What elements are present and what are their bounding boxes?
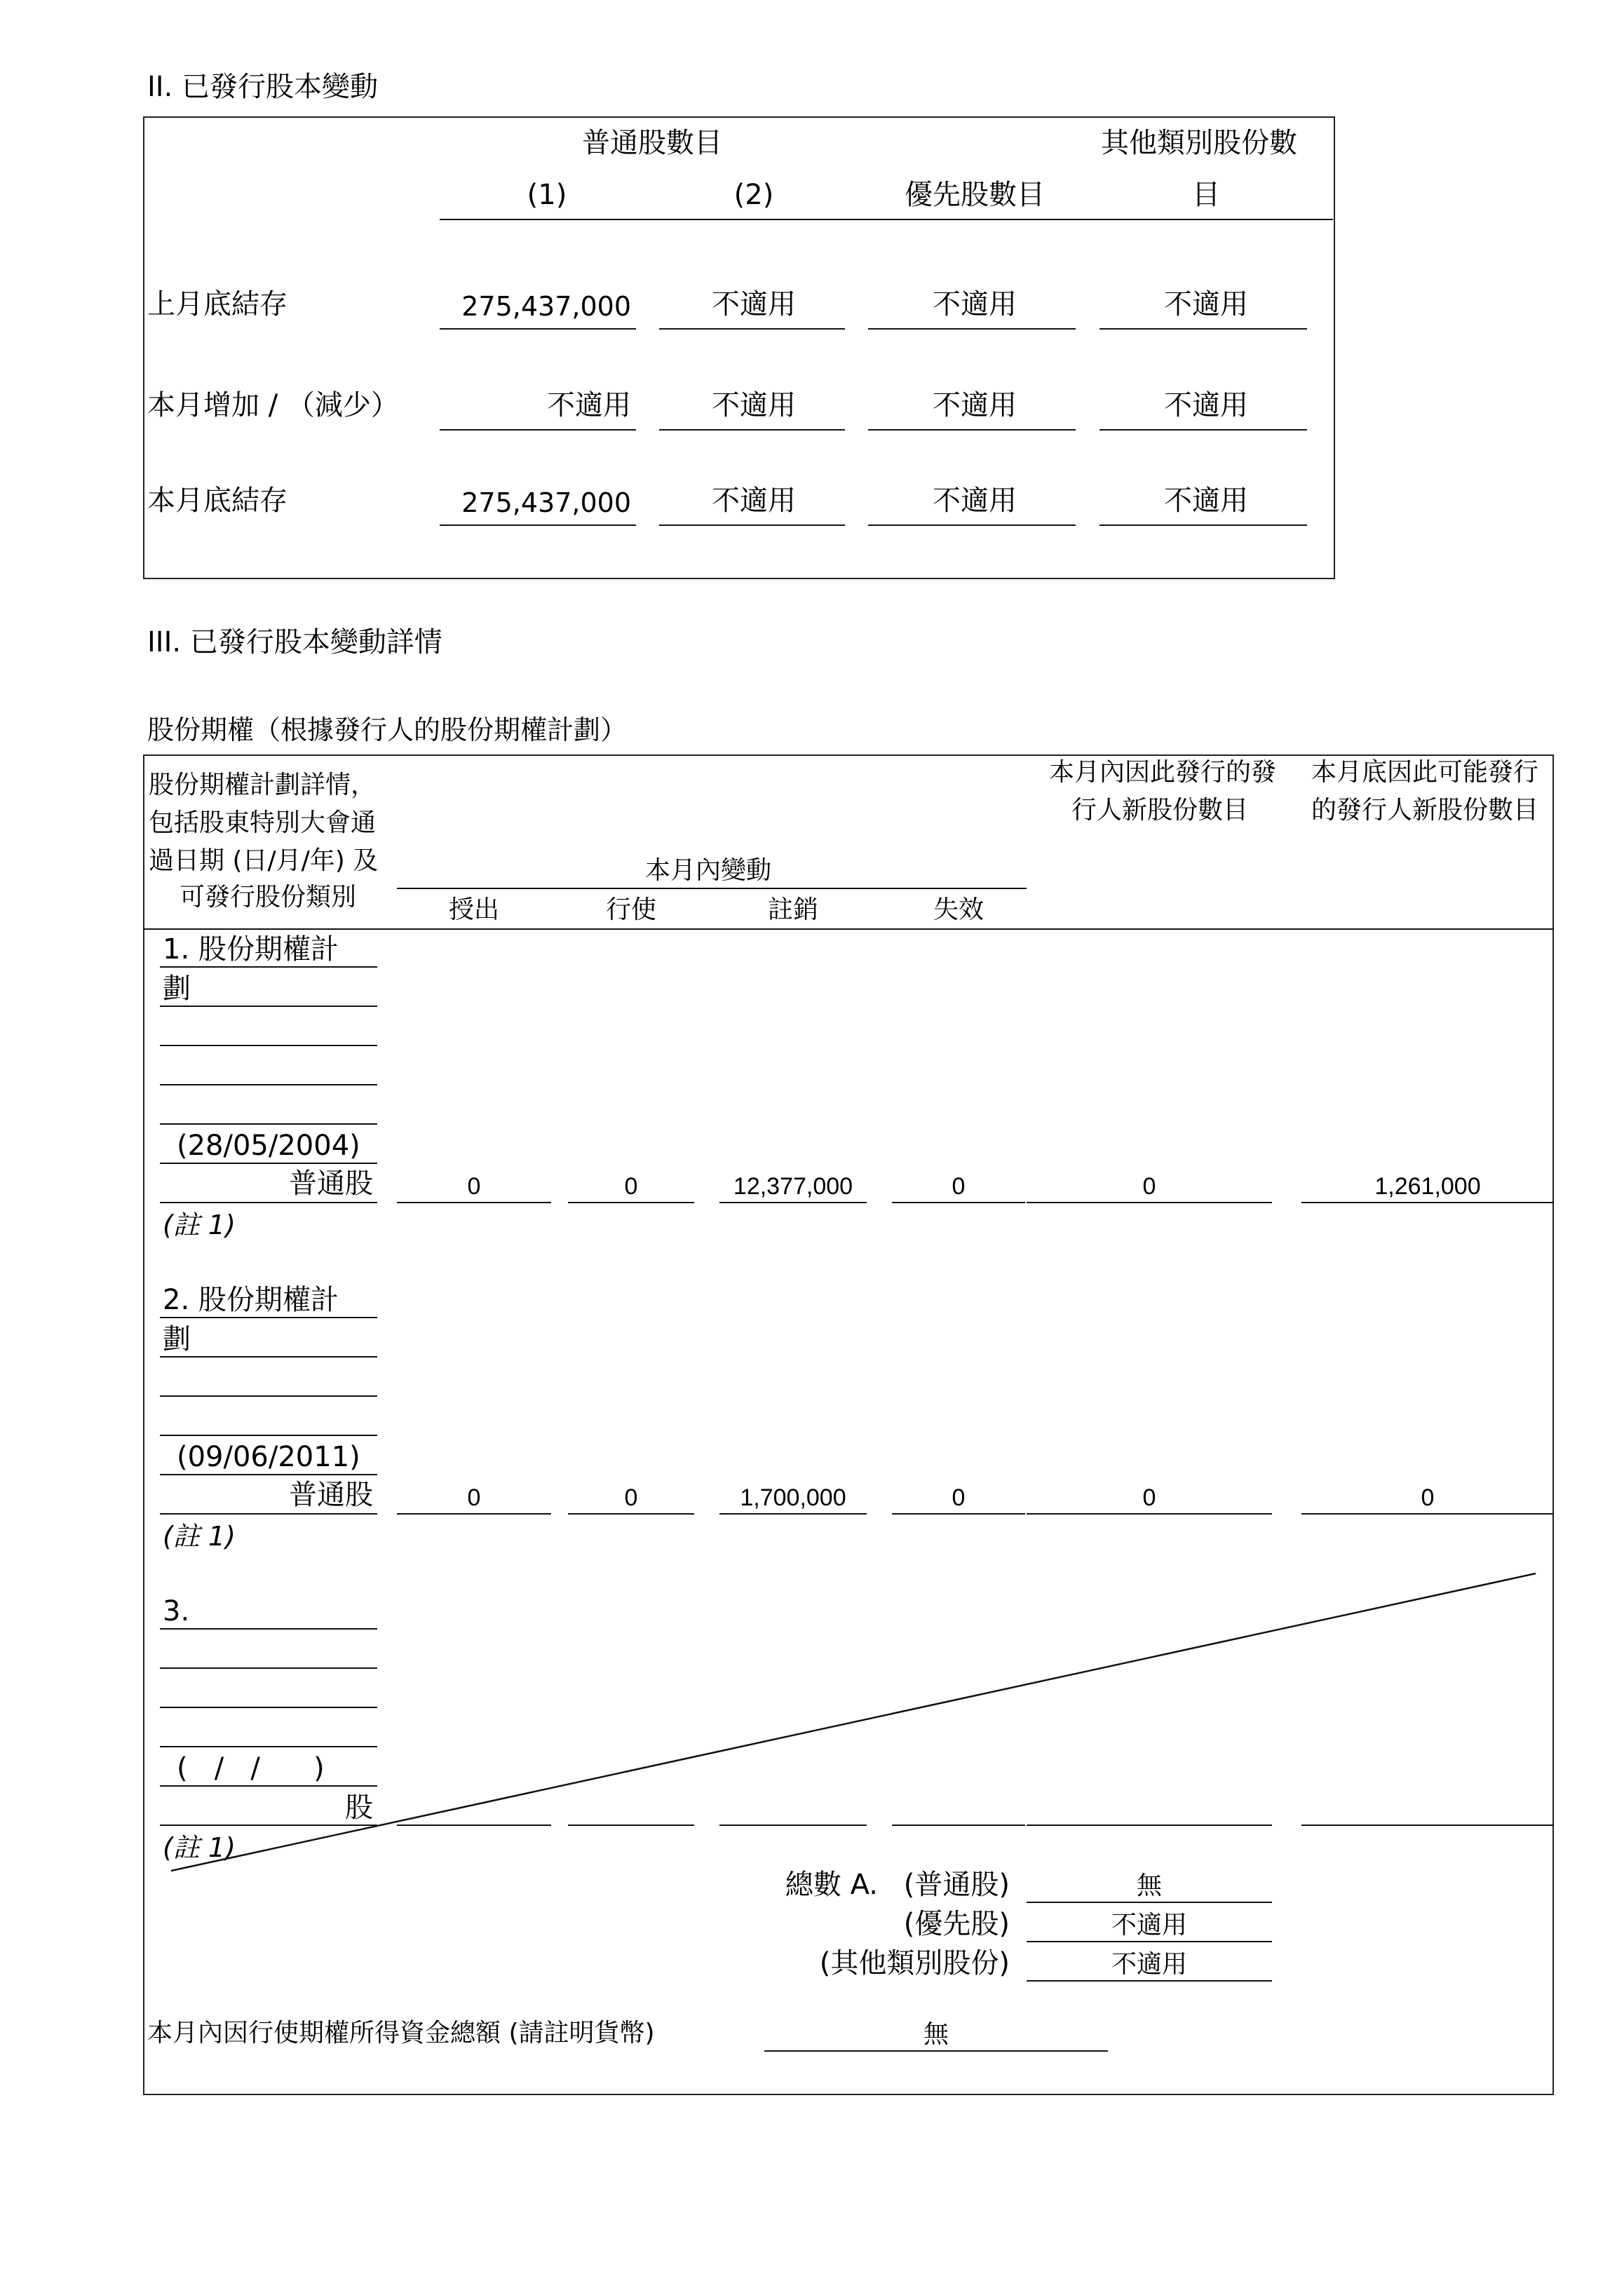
ordinary-shares-header: 普通股數目 [582,127,722,159]
scheme2-share-class: 普通股 [289,1479,373,1511]
total-other-value: 不適用 [1111,1950,1187,1979]
underline [764,2050,1108,2052]
previous-balance-other: 不適用 [1164,288,1248,320]
lapsed-header: 失效 [933,895,984,924]
section2-title: II. 已發行股本變動 [147,71,379,103]
exercised-header: 行使 [605,895,656,924]
scheme1-name-line2: 劃 [163,973,191,1005]
scheme1-share-class: 普通股 [289,1167,373,1200]
scheme2-date: (09/06/2011) [177,1441,360,1473]
scheme1-note: (註 1) [163,1210,236,1240]
scheme1-granted: 0 [467,1173,481,1200]
row-label-increase-decrease: 本月增加 / （減少） [147,389,399,421]
row-label-previous-balance: 上月底結存 [147,288,287,320]
other-class-header-line2: 目 [1192,179,1220,211]
details-header-line4: 可發行股份類別 [179,883,356,912]
scheme2-cancelled: 1,700,000 [740,1484,846,1511]
scheme1-exercised: 0 [624,1173,638,1200]
previous-balance-preference: 不適用 [933,288,1017,320]
scheme1-issued: 0 [1142,1173,1156,1200]
scheme2-name-line1: 2. 股份期權計 [163,1284,339,1316]
details-header-line1: 股份期權計劃詳情， [149,771,377,799]
possible-shares-header-line1: 本月底因此可能發行 [1311,758,1538,787]
increase-preference: 不適用 [933,389,1017,421]
increase-col2: 不適用 [712,389,796,421]
cancelled-header: 註銷 [767,895,818,924]
previous-balance-col1: 275,437,000 [461,291,631,322]
scheme2-possible: 0 [1421,1484,1435,1511]
preference-shares-header: 優先股數目 [905,179,1045,211]
increase-col1: 不適用 [547,389,631,421]
changes-during-month-header: 本月內變動 [644,856,771,885]
total-a-label: 總數 A. [785,1869,878,1901]
scheme3-share-class: 股 [345,1792,373,1824]
section3-title: III. 已發行股本變動詳情 [147,626,442,658]
scheme2-note: (註 1) [163,1521,236,1552]
scheme3-note: (註 1) [163,1832,236,1863]
col1-header: (1) [527,179,567,211]
scheme2-lapsed: 0 [952,1484,966,1511]
issued-shares-header-line2: 行人新股份數目 [1071,796,1248,825]
closing-balance-preference: 不適用 [933,485,1017,517]
scheme1-name-line1: 1. 股份期權計 [163,933,339,966]
underline [1027,1980,1272,1982]
col2-header: (2) [733,179,774,211]
scheme1-possible: 1,261,000 [1374,1173,1481,1200]
scheme2-issued: 0 [1142,1484,1156,1511]
details-header-line2: 包括股東特別大會通 [149,808,377,837]
increase-other: 不適用 [1164,389,1248,421]
other-class-header-line1: 其他類別股份數 [1101,127,1297,159]
scheme3-name-line1: 3. [163,1595,190,1627]
scheme2-granted: 0 [467,1484,481,1511]
row-label-closing-balance: 本月底結存 [147,485,287,517]
scheme1-cancelled: 12,377,000 [733,1173,853,1200]
details-header-line3: 過日期 (日/月/年) 及 [149,846,379,875]
scheme1-date: (28/05/2004) [177,1130,360,1162]
scheme2-name-line2: 劃 [163,1323,191,1355]
total-other-label: (其他類別股份) [819,1947,1010,1979]
possible-shares-header-line2: 的發行人新股份數目 [1311,796,1538,825]
funds-raised-label: 本月內因行使期權所得資金總額 (請註明貨幣) [147,2019,655,2047]
total-preference-label: (優先股) [903,1908,1010,1940]
scheme1-lapsed: 0 [952,1173,966,1200]
share-options-subtitle: 股份期權（根據發行人的股份期權計劃） [147,715,628,745]
closing-balance-col2: 不適用 [712,485,796,517]
closing-balance-col1: 275,437,000 [461,487,631,518]
total-preference-value: 不適用 [1111,1911,1187,1939]
underline [1027,1902,1272,1903]
total-ordinary-label: (普通股) [903,1869,1010,1901]
underline [1027,1941,1272,1942]
funds-raised-value: 無 [923,2020,949,2049]
scheme3-date: ( / / ) [177,1752,325,1785]
scheme2-exercised: 0 [624,1484,638,1511]
previous-balance-col2: 不適用 [712,288,796,320]
granted-header: 授出 [448,895,499,924]
issued-shares-header-line1: 本月內因此發行的發 [1048,758,1276,787]
closing-balance-other: 不適用 [1164,485,1248,517]
total-ordinary-value: 無 [1136,1871,1162,1900]
